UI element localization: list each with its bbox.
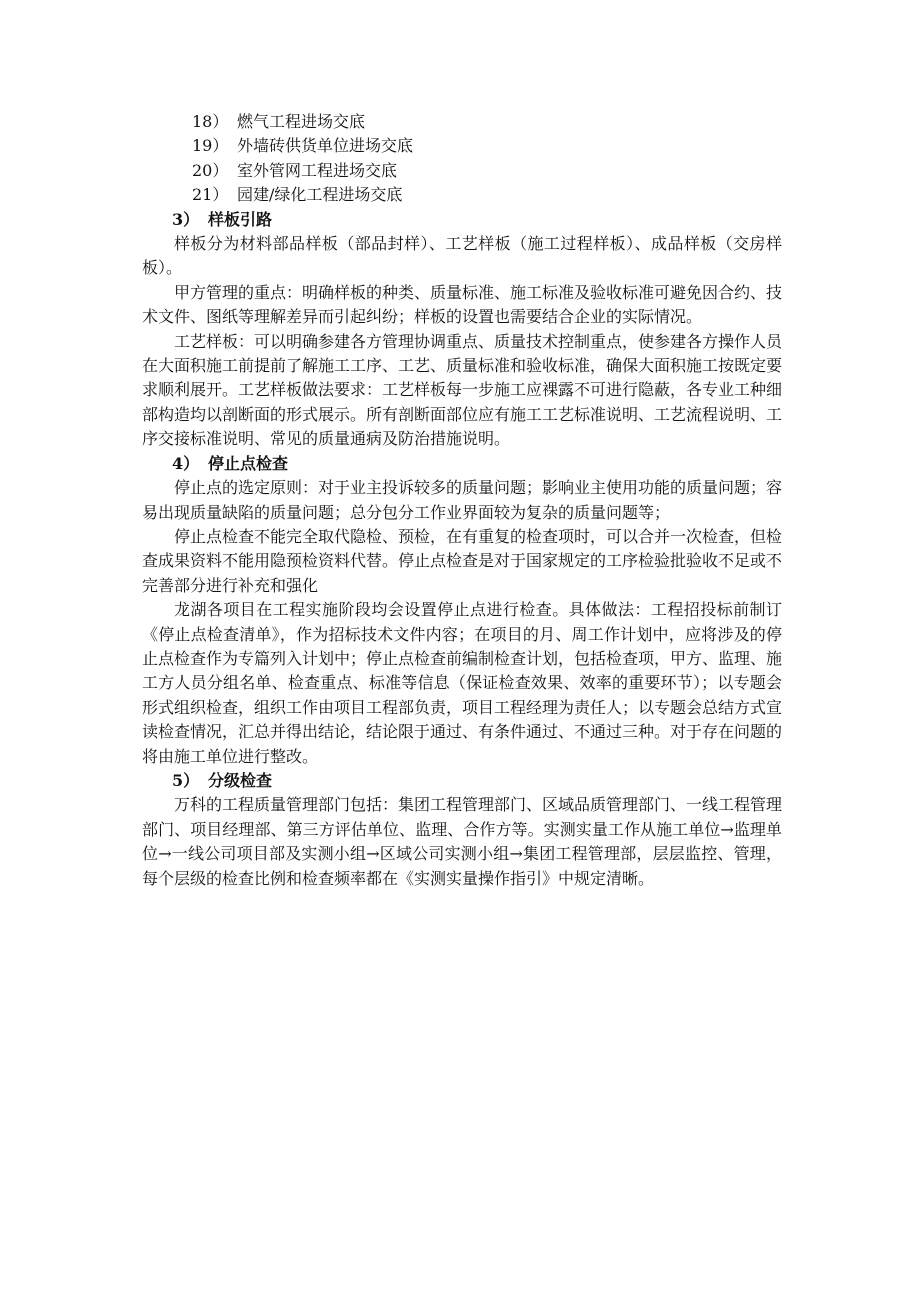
section-number: 5）: [172, 770, 200, 790]
list-item-text: 外墙砖供货单位进场交底: [237, 136, 414, 156]
list-item: [142, 183, 782, 207]
paragraph: 停止点的选定原则：对于业主投诉较多的质量问题；影响业主使用功能的质量问题；容易出现质量缺陷的质量问题；总分包分工作业界面较为复杂的质量问题等；: [142, 478, 783, 522]
list-item-text: 燃气工程进场交底: [237, 112, 366, 131]
list-item: [142, 159, 782, 183]
paragraph: 停止点检查不能完全取代隐检、预检，在有重复的检查项时，可以合并一次检查，但检查成果资料不能用隐预检资料代替。停止点检查是对于国家规定的工序检验批验收不足或不完善部分进行补充和强化: [142, 526, 783, 595]
document-page: [142, 110, 782, 891]
section-heading-graded-inspection: [142, 769, 782, 793]
section-number: 3）: [172, 209, 200, 229]
section-heading-stop-point-inspection: [142, 452, 782, 476]
list-item-number: 18）: [192, 112, 229, 131]
list-item-number: 20）: [192, 160, 229, 180]
paragraph: 工艺样板：可以明确参建各方管理协调重点、质量技术控制重点，使参建各方操作人员在大面积施工前提前了解施工工序、工艺、质量标准和验收标准，确保大面积施工按既定要求顺利展开。工艺样板做法要求：工艺样板每一步施工应裸露不可进行隐蔽，各专业工种细部构造均以剖断面的形式展示。所有剖断面部位应有施工工艺标准说明、工艺流程说明、工序交接标准说明、常见的质量通病及防治措施说明。: [142, 331, 783, 449]
list-item-text: 园建/绿化工程进场交底: [237, 185, 403, 205]
list-item-text: 室外管网工程进场交底: [237, 160, 398, 180]
list-item: [142, 134, 782, 158]
section-title: 停止点检查: [208, 453, 289, 473]
paragraph: 龙湖各项目在工程实施阶段均会设置停止点进行检查。具体做法：工程招投标前制订《停止点检查清单》，作为招标技术文件内容；在项目的月、周工作计划中，应将涉及的停止点检查作为专篇列入计划中；停止点检查前编制检查计划，包括检查项，甲方、监理、施工方人员分组名单、检查重点、标准等信息（保证检查效果、效率的重要环节）；以专题会形式组织检查，组织工作由项目工程部负责，项目工程经理为责任人；以专题会总结方式宣读检查情况，汇总并得出结论，结论限于通过、有条件通过、不通过三种。对于存在问题的将由施工单位进行整改。: [142, 600, 783, 766]
list-item-number: 19）: [192, 136, 229, 156]
paragraph: 甲方管理的重点：明确样板的种类、质量标准、施工标准及验收标准可避免因合约、技术文件、图纸等理解差异而引起纠纷；样板的设置也需要结合企业的实际情况。: [142, 282, 783, 327]
paragraph: 样板分为材料部品样板（部品封样）、工艺样板（施工过程样板）、成品样板（交房样板）。: [142, 234, 782, 278]
section-number: 4）: [172, 453, 200, 473]
list-item-number: 21）: [192, 185, 229, 205]
section-heading-sample-guidance: [142, 208, 782, 232]
paragraph: 万科的工程质量管理部门包括：集团工程管理部门、区域品质管理部门、一线工程管理部门、项目经理部、第三方评估单位、监理、合作方等。实测实量工作从施工单位→监理单位→一线公司项目部及实测小组→区域公司实测小组→集团工程管理部，层层监控、管理，每个层级的检查比例和检查频率都在《实测实量操作指引》中规定清晰。: [142, 795, 783, 888]
list-item: [142, 110, 782, 134]
section-title: 样板引路: [208, 209, 273, 229]
section-title: 分级检查: [208, 770, 273, 790]
